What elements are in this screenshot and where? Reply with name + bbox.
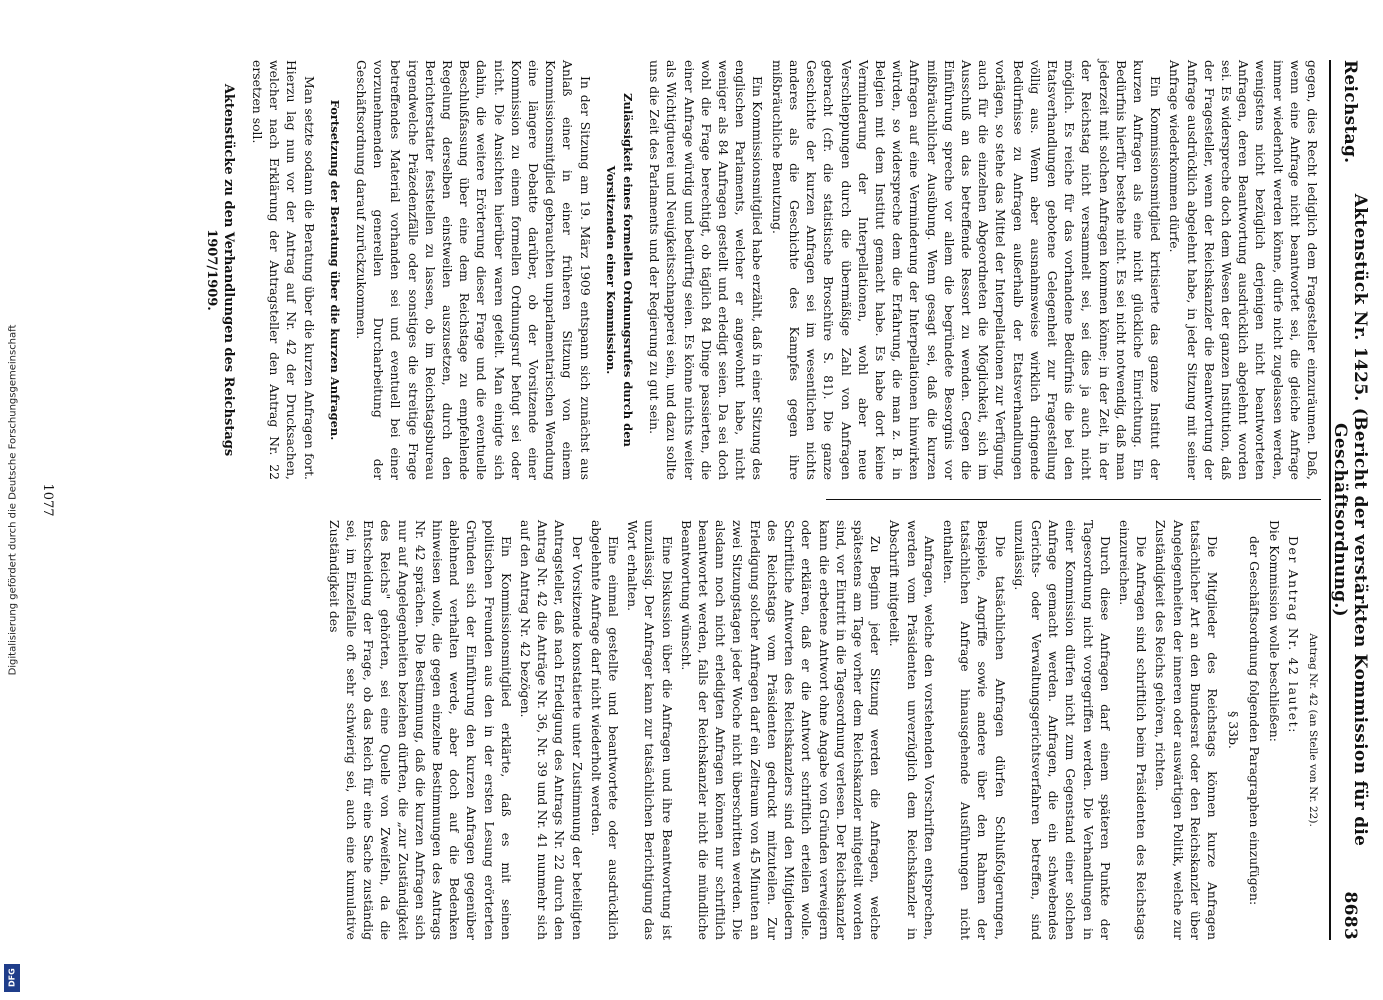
right-column — [324, 520, 1321, 940]
paragraph: Man setzte sodann die Beratung über die kurzen Anfragen fort. Hierzu lag nun vor der Antrag auf Nr. 42 der Drucksachen, welcher nach Erklärung der Antragsteller den Antrag Nr. 22 ersetzen soll. — [250, 60, 317, 480]
left-column — [200, 60, 1321, 480]
paragraph: Ein Kommissionsmitglied erklärte, daß es mit seinen politischen Freunden aus den in der ersten Lesung erörterten Gründen sich der Einführung den kurzen Anfragen gegenüber ablehnend verhalten werde, aber doch auf die Bedenken hinweisen wolle, die gegen einzelne Bestimmungen des Antrags Nr. 42 sprächen. Die Bestimmung, daß die kurzen Anfragen sich nur auf Angelegenheiten beziehen dürften, die „zur Zuständigkeit des Reichs" gehörten, sei eine Quelle von Zweifeln, da die Entscheidung der Frage, ob das Reich für eine Sache zuständig sei, im Einzelfalle oft sehr schwierig sei, auch eine kumulative Zuständigkeit des — [326, 520, 514, 940]
side-credit — [0, 0, 26, 1000]
motion-heading: Antrag Nr. 42 (an Stelle von Nr. 22). — [1307, 633, 1319, 827]
paragraph: Anfragen, welche den vorstehenden Vorschriften entsprechen, werden vom Präsidenten unverzüglich dem Reichskanzler in Abschrift mitgeteilt. — [887, 520, 937, 940]
paragraph: Durch diese Anfragen darf einem späteren Punkte der Tagesordnung nicht vorgegriffen werden. Die Verhandlungen in einer Kommission dürfen nicht zum Gegenstand einer solchen Anfrage gemacht werden. Anfragen, die ein schwebendes Gerichts- oder Verwaltungsgerichtsverfahren betreffen, sind unzulässig. — [1011, 520, 1113, 940]
header-title: Aktenstück Nr. 1425. (Bericht der verstärkten Kommission für die Geschäftsordnung.) — [1330, 193, 1370, 847]
paragraph: In der Sitzung am 19. März 1909 entspann sich zunächst aus Anlaß einer in einer früheren Sitzung von einem Kommissionsmitglied gebrauchten unparlamentarischen Wendung eine längere Debatte darüber, ob der Vorsitzende einer Kommission zu einem formellen Ordnungsruf befugt sei oder nicht. Die Ansichten hierüber waren geteilt. Man einigte sich dahin, die weitere Erörterung dieser Frage und die eventuelle Beschlußfassung über eine dem Reichstage zu empfehlende Regelung derselben einstweilen auszusetzen, durch den Berichterstatter feststellen zu lassen, ob im Reichstagsbureau irgendwelche Präzedenzfälle oder sonstiges die streitige Frage betreffendes Material vorhanden sei und eventuell bei einer vorzunehmenden generellen Durcharbeitung der Geschäftsordnung darauf zurückzukommen. — [354, 60, 593, 480]
paragraph: Zu Beginn jeder Sitzung werden die Anfragen, welche spätestens am Tage vorher dem Reichskanzler mitgeteilt worden sind, vor Eintritt in die Tagesordnung verlesen. Der Reichskanzler kann die erbetene Antwort ohne Angabe von Gründen verweigern oder erklären, daß er die Antwort schriftlich erteilen wolle. Schriftliche Antworten des Reichskanzlers sind den Mitgliedern des Reichstags vom Präsidenten gedruckt mitzuteilen. Zur Erledigung solcher Anfragen darf ein Zeitraum von 45 Minuten an zwei Sitzungstagen jeder Woche nicht überschritten werden. Die alsdann noch nicht erledigten Anfragen können nur schriftlich beantwortet werden, falls der Reichskanzler nicht die mündliche Beantwortung wünscht. — [678, 520, 884, 940]
section-heading: Zulässigkeit eines formellen Ordnungsrufes durch den Vorsitzenden einer Kommission. — [603, 93, 636, 447]
paragraph: Ein Kommissionsmitglied habe erzählt, daß in einer Sitzung des englischen Parlaments, welcher er angewohnt habe, nicht weniger als 84 Anfragen gestellt und erledigt seien. Da sei doch wohl die Frage berechtigt, ob täglich 84 Dinge passierten, die einer Anfrage würdig und bedürftig seien. Es könne nichts weiter als Wichtigtuerei und Neuigkeitsschnapperei sein, und dazu sollte uns die Zeit des Parlaments und der Regierung zu gut sein. — [647, 60, 766, 480]
page-number: 1077 — [40, 483, 55, 517]
collection-footer: Aktenstücke zu den Verhandlungen des Reichstags 1907/1909. — [203, 83, 236, 457]
paragraph: Die Mitglieder des Reichstags können kurze Anfragen tatsächlicher Art an den Bundesrat oder den Reichskanzler über Angelegenheiten der inneren oder auswärtigen Politik, welche zur Zuständigkeit des Reichs gehören, richten. — [1153, 520, 1220, 940]
paragraph: Eine einmal gestellte und beantwortete oder ausdrücklich abgelehnte Anfrage darf nicht wiederholt werden. — [588, 520, 622, 940]
paragraph: Die Kommission wolle beschließen: — [1266, 520, 1282, 742]
paragraph: Die tatsächlichen Anfragen dürfen Schlußfolgerungen, Beispiele, Angriffe sowie andere über den Rahmen der tatsächlichen Anfrage hinausgehende Ausführungen nicht enthalten. — [940, 520, 1008, 940]
running-header — [1329, 60, 1370, 940]
section-sign: § 33b. — [1226, 711, 1242, 749]
paragraph: gegen, dies Recht lediglich dem Fragesteller einzuräumen. Daß, wenn eine Anfrage nicht beantwortet sei, die gleiche Anfrage immer wiederholt werden könne, dürfe nicht zugelassen werden, wenigstens nicht bezüglich derjenigen nicht beantworteten Anfragen, deren Beantwortung ausdrücklich abgelehnt worden sei. Es widerspreche doch dem Wesen der ganzen Institution, daß der Fragesteller, wenn der Reichskanzler die Beantwortung der Anfrage ausdrücklich abgelehnt habe, in jeder Sitzung mit seiner Anfrage wiederkommen dürfe. — [1167, 60, 1320, 480]
paragraph: Der Vorsitzende konstatierte unter Zustimmung der beteiligten Antragsteller, daß nach Erledigung des Antrags Nr. 22 durch den Antrag Nr. 42 die Anträge Nr. 36, Nr. 39 und Nr. 41 nunmehr sich auf den Antrag Nr. 42 bezögen. — [518, 520, 585, 940]
column-divider — [826, 499, 1321, 500]
header-page-number: 8683 — [1340, 891, 1360, 940]
paragraph: der Geschäftsordnung folgenden Paragraphen einzufügen: — [1247, 536, 1263, 906]
paragraph: Eine Diskussion über die Anfragen und ihre Beantwortung ist unzulässig. Der Anfrager kann zur tatsächlichen Berichtigung das Wort erhalten. — [625, 520, 675, 940]
paragraph: Ein Kommissionsmitglied kritisierte das ganze Institut der kurzen Anfragen als eine nicht glückliche Einrichtung. Ein Bedürfnis hierfür bestehe nicht. Es sei nicht notwendig, daß man jederzeit mit solchen Anfragen kommen könne; in der Zeit, in der der Reichstag nicht versammelt sei, sei dies ja auch nicht möglich. Es reiche für das vorhandene Bedürfnis die bei den Etatsverhandlungen gebotene Gelegenheit zur Fragestellung völlig aus. Wenn aber ausnahmsweise wirklich dringende Bedürfnisse zu Anfragen außerhalb der Etatsverhandlungen vorlägen, so stehe das Mittel der Interpellationen zur Verfügung, auch für die einzelnen Abgeordneten die Möglichkeit, sich im Ausschuß an das betreffende Ressort zu wenden. Gegen die Einführung spreche vor allem die begründete Besorgnis vor mißbräuchlicher Ausübung. Wenn gesagt sei, daß die kurzen Anfragen auf eine Verminderung der Interpellationen hinwirken würden, so widerspreche dem die Erfahrung, die man z. B. in Belgien mit dem Institut gemacht habe. Es habe dort keine Verminderung der Interpellationen, wohl aber neue Verschleppungen durch die übermäßige Zahl von Anfragen gebracht (cfr. die statistische Broschüre S. 81). Die ganze Geschichte der kurzen Anfragen sei im wesentlichen nichts anderes als die Geschichte des Kampfes gegen ihre mißbräuchliche Benutzung. — [769, 60, 1164, 480]
document-page — [30, 0, 1383, 1000]
dfg-logo: DFG — [4, 964, 20, 992]
page-content — [30, 0, 1383, 1000]
section-heading: Fortsetzung der Beratung über die kurzen Anfragen. — [327, 99, 342, 441]
digitization-credit: Digitalisierung gefördert durch die Deutsche Forschungsgemeinschaft — [7, 324, 19, 676]
paragraph: Die Anfragen sind schriftlich beim Präsidenten des Reichstags einzureichen. — [1116, 520, 1150, 940]
header-left: Reichstag. — [1340, 60, 1360, 164]
paragraph: Der Antrag Nr. 42 lautet: — [1285, 536, 1301, 734]
